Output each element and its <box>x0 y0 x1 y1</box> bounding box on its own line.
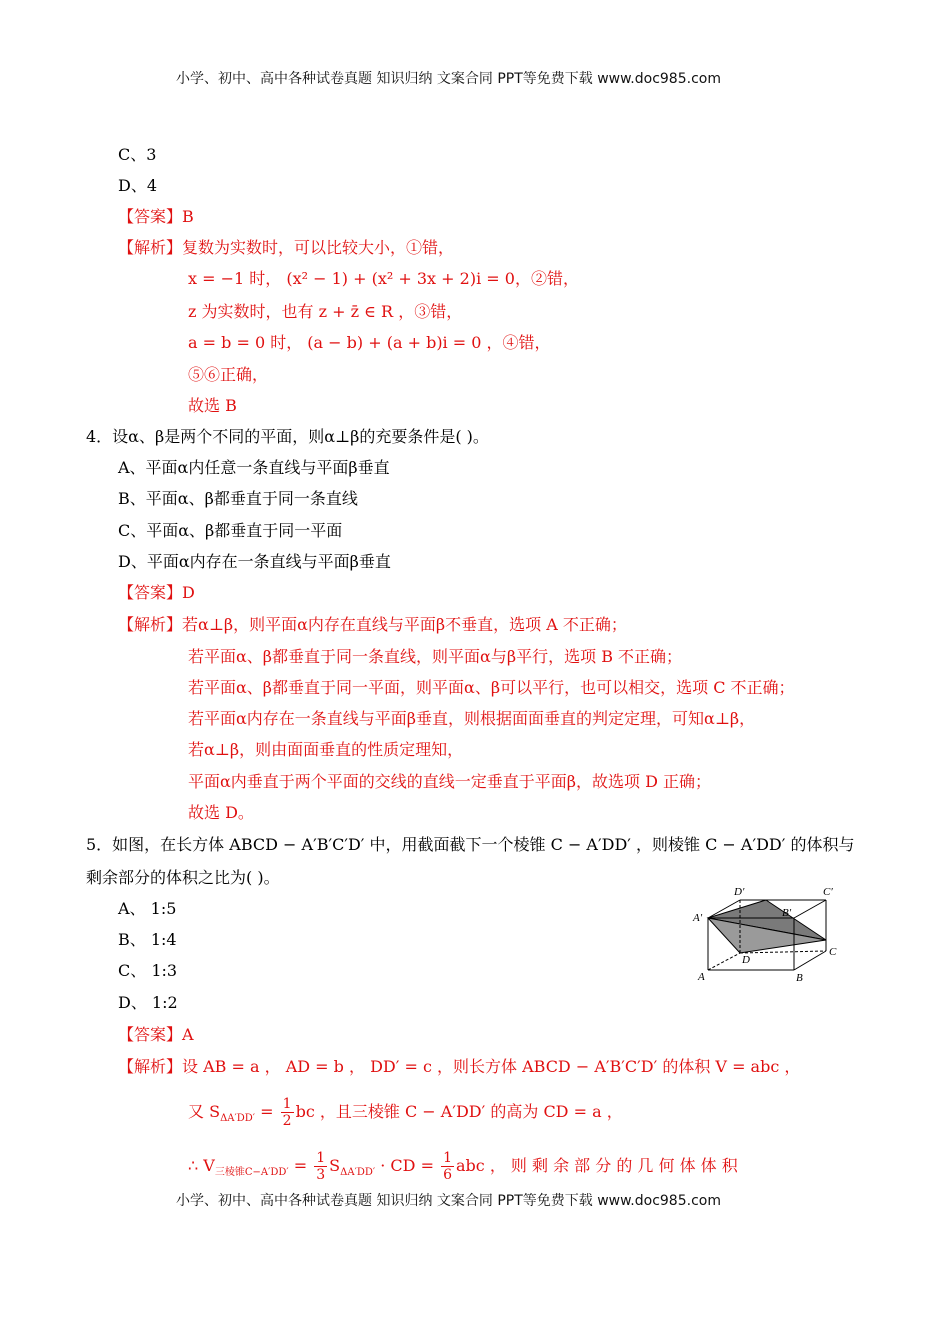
q4-analysis-line-3: 若平面α、β都垂直于同一平面，则平面α、β可以平行，也可以相交，选项 C 不正确； <box>188 678 795 697</box>
text: ∴ V <box>188 1156 215 1175</box>
q4-option-a: A、平面α内任意一条直线与平面β垂直 <box>118 458 390 477</box>
analysis-label: 【解析】 <box>118 615 183 634</box>
q4-stem: 4．设α、β是两个不同的平面，则α⊥β的充要条件是( )。 <box>86 427 489 446</box>
page-footer: 小学、初中、高中各种试卷真题 知识归纳 文案合同 PPT等免费下载 www.doc985.com <box>176 1193 721 1209</box>
q4-analysis-line-6: 平面α内垂直于两个平面的交线的直线一定垂直于平面β，故选项 D 正确； <box>188 772 712 791</box>
q3-answer <box>118 206 194 228</box>
q5-option-a: A、 1:5 <box>118 899 177 918</box>
q4-analysis-line-4: 若平面α内存在一条直线与平面β垂直，则根据面面垂直的判定定理，可知α⊥β， <box>188 709 756 728</box>
q3-analysis-line-5: ⑤⑥正确， <box>188 365 269 384</box>
edge <box>794 951 826 970</box>
fraction <box>281 1096 294 1129</box>
label-c-prime: C′ <box>823 886 833 898</box>
text: 又 S <box>188 1102 221 1121</box>
q3-analysis-line-2: x = −1 时， (x² − 1) + (x² + 3x + 2)i = 0，②错， <box>188 269 579 288</box>
subscript: ΔA′DD′ <box>340 1167 376 1179</box>
label-b: B <box>796 972 803 984</box>
text: S <box>329 1156 341 1175</box>
q5-option-c: C、 1:3 <box>118 961 178 980</box>
label-a-prime: A′ <box>693 912 703 924</box>
q3-option-c: C、3 <box>118 145 157 164</box>
text: = <box>255 1102 279 1121</box>
q4-analysis-line-7: 故选 D。 <box>188 803 254 822</box>
analysis-label: 【解析】 <box>118 1057 183 1076</box>
analysis-text: 设 AB = a ， AD = b ， DD′ = c ，则长方体 ABCD − A′B′C′D′ 的体积 V = abc ， <box>182 1057 801 1076</box>
cuboid-figure <box>690 883 840 985</box>
fraction <box>441 1150 454 1183</box>
q5-option-b: B、 1:4 <box>118 930 177 949</box>
q5-option-d: D、 1:2 <box>118 993 178 1012</box>
q4-option-c: C、平面α、β都垂直于同一平面 <box>118 521 343 540</box>
answer-label: 【答案】 <box>118 583 183 602</box>
denominator: 3 <box>316 1167 326 1183</box>
numerator: 1 <box>282 1096 292 1112</box>
q4-option-b: B、平面α、β都垂直于同一条直线 <box>118 489 358 508</box>
answer-label: 【答案】 <box>118 207 183 226</box>
answer-value: B <box>182 207 194 226</box>
q3-analysis-line-4: a = b = 0 时， (a − b) + (a + b)i = 0 ，④错， <box>188 333 551 352</box>
q3-analysis-line-6: 故选 B <box>188 396 237 415</box>
subscript: ΔA′DD′ <box>220 1113 256 1125</box>
text: · CD = <box>375 1156 440 1175</box>
text: = <box>288 1156 313 1175</box>
q5-analysis-line-3 <box>188 1150 738 1184</box>
hidden-edge <box>708 953 740 970</box>
numerator: 1 <box>443 1150 452 1166</box>
q5-analysis-line-2 <box>188 1096 623 1130</box>
subscript: 三棱锥C−A′DD′ <box>214 1167 289 1179</box>
q4-analysis-line-1 <box>118 614 627 636</box>
edge <box>794 900 826 918</box>
answer-value: D <box>182 583 195 602</box>
q4-answer <box>118 582 195 604</box>
q5-answer <box>118 1024 194 1046</box>
q5-stem-line-2: 剩余部分的体积之比为( )。 <box>86 868 280 887</box>
label-c: C <box>829 946 837 958</box>
analysis-label: 【解析】 <box>118 238 183 257</box>
label-a: A <box>698 971 705 983</box>
text: bc ，且三棱锥 C − A′DD′ 的高为 CD = a ， <box>295 1102 623 1121</box>
fraction <box>314 1150 327 1183</box>
q4-analysis-line-2: 若平面α、β都垂直于同一条直线，则平面α与β平行，选项 B 不正确； <box>188 647 683 666</box>
text: abc ， 则 剩 余 部 分 的 几 何 体 体 积 <box>455 1156 738 1175</box>
q3-analysis-line-1 <box>118 237 454 259</box>
q4-option-d: D、平面α内存在一条直线与平面β垂直 <box>118 552 391 571</box>
denominator: 2 <box>282 1113 292 1129</box>
analysis-text: 复数为实数时，可以比较大小，①错， <box>182 238 455 257</box>
q4-analysis-line-5: 若α⊥β，则由面面垂直的性质定理知， <box>188 740 464 759</box>
q3-analysis-line-3: z 为实数时，也有 z + z̄ ∈ R ，③错， <box>188 302 463 321</box>
answer-value: A <box>182 1025 194 1044</box>
analysis-text: 若α⊥β，则平面α内存在直线与平面β不垂直，选项 A 不正确； <box>182 615 627 634</box>
q5-analysis-line-1 <box>118 1056 800 1078</box>
label-b-prime: B′ <box>782 907 792 919</box>
page-header: 小学、初中、高中各种试卷真题 知识归纳 文案合同 PPT等免费下载 www.doc985.com <box>176 71 721 87</box>
q5-stem-line-1: 5．如图，在长方体 ABCD − A′B′C′D′ 中，用截面截下一个棱锥 C − A′DD′ ，则棱锥 C − A′DD′ 的体积与 <box>86 835 855 854</box>
denominator: 6 <box>443 1167 452 1183</box>
numerator: 1 <box>316 1150 326 1166</box>
label-d: D <box>742 954 750 966</box>
label-d-prime: D′ <box>734 886 745 898</box>
answer-label: 【答案】 <box>118 1025 183 1044</box>
q3-option-d: D、4 <box>118 176 158 195</box>
